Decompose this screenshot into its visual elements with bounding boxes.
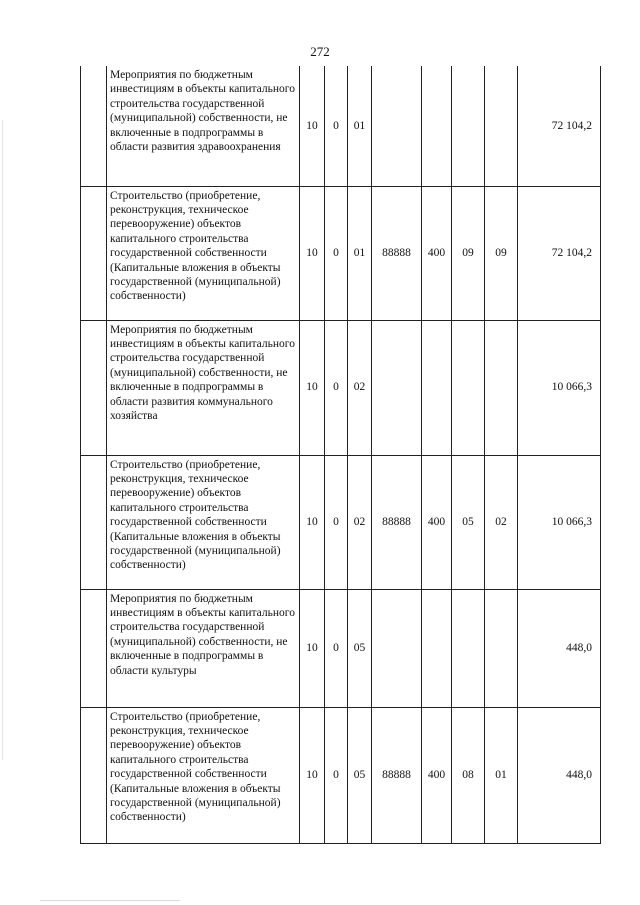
amount-cell: 72 104,2 bbox=[518, 66, 601, 186]
code-cell: 400 bbox=[422, 186, 452, 320]
row-description: Строительство (приобретение, реконструкция, техническое перевооружение) объектов капитального строительства государственной собственности (Капитальные вложения в объекты государственной (муниципальной) собственности) bbox=[107, 186, 300, 320]
row-index-cell bbox=[81, 320, 107, 455]
row-index-cell bbox=[81, 589, 107, 707]
code-cell bbox=[452, 589, 485, 707]
amount-cell: 72 104,2 bbox=[518, 186, 601, 320]
code-cell bbox=[452, 66, 485, 186]
table-row bbox=[81, 186, 601, 320]
table-row bbox=[81, 455, 601, 589]
code-cell: 05 bbox=[452, 455, 485, 589]
code-cell: 88888 bbox=[372, 455, 422, 589]
code-cell bbox=[422, 589, 452, 707]
code-cell: 10 bbox=[300, 589, 325, 707]
budget-table bbox=[80, 66, 601, 844]
amount-cell: 10 066,3 bbox=[518, 320, 601, 455]
code-cell: 02 bbox=[348, 320, 372, 455]
row-index-cell bbox=[81, 186, 107, 320]
row-index-cell bbox=[81, 66, 107, 186]
table-row bbox=[81, 66, 601, 186]
code-cell: 0 bbox=[325, 320, 348, 455]
code-cell: 400 bbox=[422, 707, 452, 843]
code-cell: 0 bbox=[325, 66, 348, 186]
row-description: Мероприятия по бюджетным инвестициям в объекты капитального строительства государственной (муниципальной) собственности, не включенные в подпрограммы в области культуры bbox=[107, 589, 300, 707]
code-cell bbox=[372, 320, 422, 455]
code-cell: 09 bbox=[485, 186, 518, 320]
row-description: Строительство (приобретение, реконструкция, техническое перевооружение) объектов капитального строительства государственной собственности (Капитальные вложения в объекты государственной (муниципальной) собственности) bbox=[107, 707, 300, 843]
code-cell bbox=[485, 66, 518, 186]
code-cell: 10 bbox=[300, 66, 325, 186]
code-cell: 01 bbox=[348, 66, 372, 186]
scan-artifact-left bbox=[2, 120, 3, 760]
code-cell bbox=[452, 320, 485, 455]
row-description: Мероприятия по бюджетным инвестициям в объекты капитального строительства государственной (муниципальной) собственности, не включенные в подпрограммы в области развития здравоохранения bbox=[107, 66, 300, 186]
table-row bbox=[81, 589, 601, 707]
code-cell: 0 bbox=[325, 589, 348, 707]
code-cell: 02 bbox=[348, 455, 372, 589]
amount-cell: 448,0 bbox=[518, 589, 601, 707]
code-cell bbox=[485, 589, 518, 707]
code-cell: 05 bbox=[348, 589, 372, 707]
amount-cell: 10 066,3 bbox=[518, 455, 601, 589]
code-cell: 10 bbox=[300, 320, 325, 455]
code-cell: 400 bbox=[422, 455, 452, 589]
code-cell bbox=[372, 66, 422, 186]
code-cell bbox=[485, 320, 518, 455]
code-cell: 0 bbox=[325, 707, 348, 843]
code-cell: 0 bbox=[325, 186, 348, 320]
code-cell: 0 bbox=[325, 455, 348, 589]
code-cell: 01 bbox=[485, 707, 518, 843]
code-cell: 02 bbox=[485, 455, 518, 589]
table-row bbox=[81, 320, 601, 455]
code-cell bbox=[422, 66, 452, 186]
table-row bbox=[81, 707, 601, 843]
code-cell bbox=[372, 589, 422, 707]
row-index-cell bbox=[81, 455, 107, 589]
code-cell: 09 bbox=[452, 186, 485, 320]
code-cell: 01 bbox=[348, 186, 372, 320]
row-description: Строительство (приобретение, реконструкция, техническое перевооружение) объектов капитального строительства государственной собственности (Капитальные вложения в объекты государственной (муниципальной) собственности) bbox=[107, 455, 300, 589]
code-cell: 88888 bbox=[372, 707, 422, 843]
code-cell: 88888 bbox=[372, 186, 422, 320]
page-number: 272 bbox=[310, 44, 330, 59]
row-index-cell bbox=[81, 707, 107, 843]
code-cell: 10 bbox=[300, 186, 325, 320]
code-cell: 10 bbox=[300, 455, 325, 589]
code-cell: 10 bbox=[300, 707, 325, 843]
amount-cell: 448,0 bbox=[518, 707, 601, 843]
scan-artifact-bottom bbox=[40, 900, 180, 901]
code-cell: 05 bbox=[348, 707, 372, 843]
row-description: Мероприятия по бюджетным инвестициям в объекты капитального строительства государственной (муниципальной) собственности, не включенные в подпрограммы в области развития коммунального хозяйства bbox=[107, 320, 300, 455]
code-cell bbox=[422, 320, 452, 455]
code-cell: 08 bbox=[452, 707, 485, 843]
